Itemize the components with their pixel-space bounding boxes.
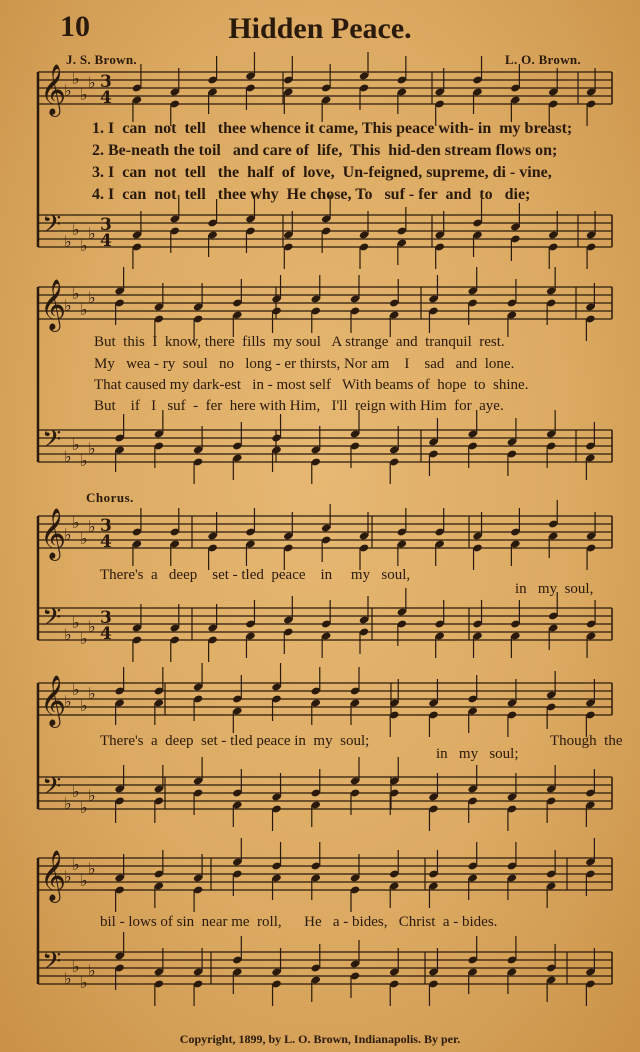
words-author: J. S. Brown.: [66, 52, 137, 67]
system-5-bass-key-flat: ♭: [80, 973, 88, 992]
system-1-bass-clef: 𝄢: [42, 210, 62, 245]
chorus-line-3: bil - lows of sin near me roll, He a - bides, Christ a - bides.: [100, 914, 498, 930]
chorus-line-2-echo: in my soul;: [436, 746, 519, 762]
system-5-bass-key-flat: ♭: [72, 957, 80, 976]
system-3-treble-time-bottom: 4: [100, 532, 112, 552]
chorus-label: Chorus.: [86, 490, 134, 505]
system-3-treble-key-flat: ♭: [88, 517, 96, 536]
hymn-title: Hidden Peace.: [228, 12, 412, 45]
system-3-bass-time-bottom: 4: [100, 624, 112, 644]
system-1-bass-time-top: 3: [100, 215, 112, 235]
system-3-treble-clef: 𝄞: [40, 508, 67, 559]
verse-4-line-1: 4. I can not tell thee why He chose, To suf - fer and to die;: [92, 186, 531, 203]
system-1-treble-key-flat: ♭: [80, 85, 88, 104]
system-4-treble-clef: 𝄞: [40, 675, 67, 726]
music-author: L. O. Brown.: [505, 52, 581, 67]
verse-2-line-1: 2. Be-neath the toil and care of life, This hid-den stream flows on;: [92, 142, 558, 159]
system-4-bass-key-flat: ♭: [80, 798, 88, 817]
chorus-line-2: There's a deep set - tled peace in my soul;: [100, 733, 370, 749]
system-4-treble-key-flat: ♭: [72, 680, 80, 699]
system-3-treble-key-flat: ♭: [80, 529, 88, 548]
system-3-bass-time-top: 3: [100, 608, 112, 628]
system-3-bass-key-flat: ♭: [72, 613, 80, 632]
system-5-treble-key-flat: ♭: [80, 871, 88, 890]
copyright-notice: Copyright, 1899, by L. O. Brown, Indianapolis. By per.: [179, 1032, 461, 1046]
system-2-treble-key-flat: ♭: [88, 288, 96, 307]
system-2-bass-key-flat: ♭: [72, 435, 80, 454]
system-2-bass-key-flat: ♭: [88, 439, 96, 458]
system-1-bass-time-bottom: 4: [100, 231, 112, 251]
system-1-treble-time-bottom: 4: [100, 88, 112, 108]
system-1-treble-key-flat: ♭: [72, 69, 80, 88]
verse-3-line-1: 3. I can not tell the half of love, Un-feigned, supreme, di - vine,: [92, 164, 552, 181]
system-2-bass-key-flat: ♭: [80, 451, 88, 470]
system-2-treble-key-flat: ♭: [80, 300, 88, 319]
system-4-treble-key-flat: ♭: [80, 696, 88, 715]
system-3-bass-clef: 𝄢: [42, 603, 62, 638]
system-2-treble-clef: 𝄞: [40, 279, 67, 330]
system-5-bass-key-flat: ♭: [64, 969, 72, 988]
system-2-treble-key-flat: ♭: [72, 284, 80, 303]
system-1-bass-key-flat: ♭: [88, 224, 96, 243]
system-5-bass-key-flat: ♭: [88, 961, 96, 980]
system-4-treble-key-flat: ♭: [64, 692, 72, 711]
system-2-bass-clef: 𝄢: [42, 425, 62, 460]
chorus-line-2-tail: Though the: [550, 733, 623, 749]
system-5-treble-key-flat: ♭: [88, 859, 96, 878]
system-1-bass-key-flat: ♭: [80, 236, 88, 255]
system-5-treble-clef: 𝄞: [40, 850, 67, 901]
system-2-bass-key-flat: ♭: [64, 447, 72, 466]
page-number: 10: [60, 10, 90, 43]
system-1-bass-key-flat: ♭: [64, 232, 72, 251]
system-4-bass-key-flat: ♭: [64, 794, 72, 813]
chorus-line-1-echo: in my soul,: [515, 581, 594, 597]
system-3-bass-key-flat: ♭: [80, 629, 88, 648]
system-4-bass-clef: 𝄢: [42, 772, 62, 807]
verse-2-line-2: My wea - ry soul no long - er thirsts, Nor am I sad and lone.: [94, 356, 515, 372]
system-1-bass-key-flat: ♭: [72, 220, 80, 239]
system-4-bass-key-flat: ♭: [88, 786, 96, 805]
system-3-treble-time-top: 3: [100, 516, 112, 536]
system-3-treble-key-flat: ♭: [64, 525, 72, 544]
verse-1-line-2: But this I know, there fills my soul A strange and tranquil rest.: [94, 334, 505, 350]
verse-3-line-2: That caused my dark-est in - most self With beams of hope to shine.: [94, 377, 529, 393]
verse-4-line-2: But if I suf - fer here with Him, I'll reign with Him for aye.: [94, 398, 504, 414]
verse-1-line-1: 1. I can not tell thee whence it came, This peace with- in my breast;: [92, 120, 573, 137]
system-5-bass-clef: 𝄢: [42, 947, 62, 982]
system-1-treble-key-flat: ♭: [88, 73, 96, 92]
system-5-treble-key-flat: ♭: [64, 867, 72, 886]
system-4-bass-key-flat: ♭: [72, 782, 80, 801]
system-1-treble-clef: 𝄞: [40, 64, 67, 115]
system-3-treble-key-flat: ♭: [72, 513, 80, 532]
system-1-treble-key-flat: ♭: [64, 81, 72, 100]
system-3-bass-key-flat: ♭: [64, 625, 72, 644]
system-2-treble-key-flat: ♭: [64, 296, 72, 315]
system-5-treble-key-flat: ♭: [72, 855, 80, 874]
chorus-line-1: There's a deep set - tled peace in my soul,: [100, 567, 411, 583]
system-1-treble-time-top: 3: [100, 72, 112, 92]
system-3-bass-key-flat: ♭: [88, 617, 96, 636]
system-4-treble-key-flat: ♭: [88, 684, 96, 703]
